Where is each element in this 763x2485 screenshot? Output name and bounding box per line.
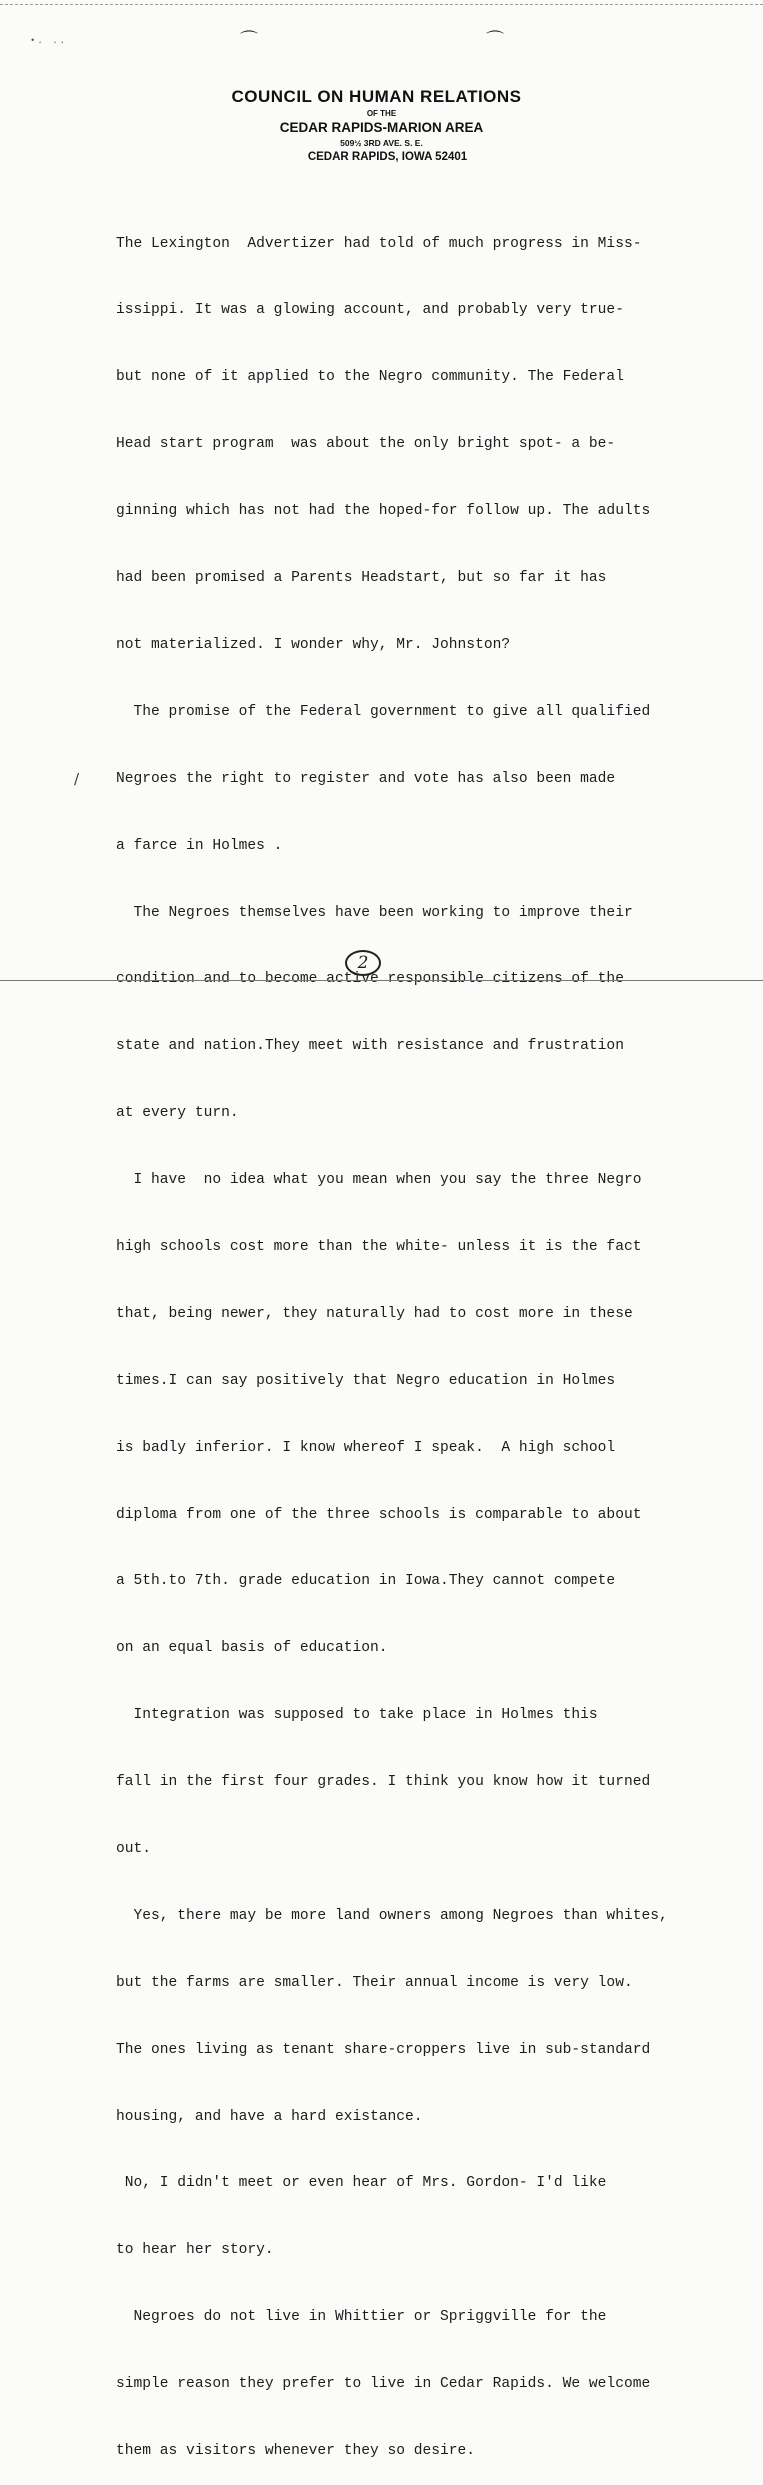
of-the-label: OF THE [366,109,397,118]
text-line: but none of it applied to the Negro community. The Federal [116,369,624,386]
text-line: is badly inferior. I know whereof I speak. A high school [116,1439,616,1456]
text-line: The Lexington Advertizer had told of much progress in Miss- [116,235,642,252]
text-line: No, I didn't meet or even hear of Mrs. Gordon- I'd like [116,2175,607,2192]
text-line: simple reason they prefer to live in Cedar Rapids. We welcome [116,2376,651,2393]
text-line: Yes, there may be more land owners among Negroes than whites, [116,1907,668,1924]
letterhead [0,86,763,165]
text-line: Negroes the right to register and vote has also been made [116,770,616,787]
punch-hole-mark-right: ⌒ [486,30,504,51]
area-name: CEDAR RAPIDS-MARION AREA [279,120,484,135]
text-line: not materialized. I wonder why, Mr. Johnston? [116,636,511,653]
text-line: high schools cost more than the white- unless it is the fact [116,1238,642,1255]
text-line: a 5th.to 7th. grade education in Iowa.They cannot compete [116,1573,616,1590]
text-line: I have no idea what you mean when you say the three Negro [116,1172,642,1189]
text-line: Negroes do not live in Whittier or Spriggville for the [116,2309,607,2326]
text-line: fall in the first four grades. I think you know how it turned [116,1774,651,1791]
text-line: out. [116,1840,152,1857]
text-line: times.I can say positively that Negro education in Holmes [116,1372,616,1389]
page-number: 2 [345,950,381,976]
punch-hole-mark-left: ⌒ [240,30,258,51]
text-line: housing, and have a hard existance. [116,2108,423,2125]
text-line: issippi. It was a glowing account, and probably very true- [116,302,624,319]
text-line: them as visitors whenever they so desire. [116,2442,476,2459]
organization-name: COUNCIL ON HUMAN RELATIONS [231,87,522,106]
text-line: that, being newer, they naturally had to cost more in these [116,1305,633,1322]
text-line: at every turn. [116,1105,239,1122]
street-address: 509½ 3RD AVE. S. E. [340,138,423,148]
scan-specks: •. .. [30,36,68,46]
text-line: diploma from one of the three schools is comparable to about [116,1506,642,1523]
text-line: on an equal basis of education. [116,1640,388,1657]
text-line: a farce in Holmes . [116,837,283,854]
bottom-rule [0,980,763,981]
text-line: condition and to become active responsible citizens of the [116,971,624,988]
text-line: state and nation.They meet with resistance and frustration [116,1038,624,1055]
text-line: The ones living as tenant share-croppers live in sub-standard [116,2041,651,2058]
text-line: The Negroes themselves have been working to improve their [116,904,633,921]
text-line: Head start program was about the only bright spot- a be- [116,436,616,453]
text-line: to hear her story. [116,2242,274,2259]
text-line: Integration was supposed to take place in Holmes this [116,1707,598,1724]
text-line: ginning which has not had the hoped-for follow up. The adults [116,503,651,520]
city-state-zip: CEDAR RAPIDS, IOWA 52401 [307,151,468,163]
text-line: The promise of the Federal government to give all qualified [116,703,651,720]
margin-check-mark: / [74,770,80,788]
text-line: but the farms are smaller. Their annual income is very low. [116,1974,633,1991]
letter-body [116,188,756,2485]
top-dashed-edge [0,4,763,5]
text-line: had been promised a Parents Headstart, but so far it has [116,570,607,587]
